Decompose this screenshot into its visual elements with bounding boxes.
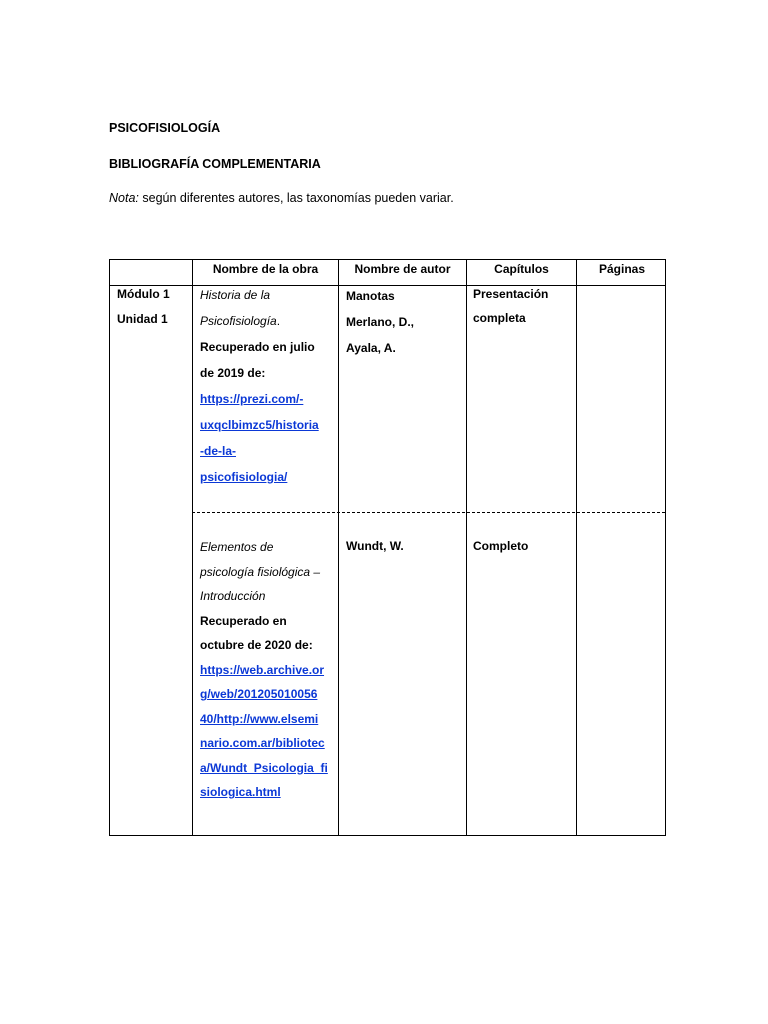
obra-url-line[interactable] <box>200 412 319 438</box>
row-divider <box>192 512 665 513</box>
autor-line: Wundt, W. <box>346 539 404 553</box>
document-title: PSICOFISIOLOGÍA <box>109 121 221 135</box>
note-label: Nota: <box>109 191 139 205</box>
obra-url-link[interactable]: nario.com.ar/bibliotec <box>200 736 325 750</box>
autor-line: Ayala, A. <box>346 341 396 355</box>
obra-url-line[interactable] <box>200 386 319 412</box>
capitulos-line: Presentación <box>473 287 549 301</box>
obra-url-link[interactable]: a/Wundt_Psicologia_fi <box>200 760 328 775</box>
obra-url-line[interactable] <box>200 438 319 464</box>
obra-url-link[interactable]: https://web.archive.or <box>200 662 325 677</box>
obra-url-link[interactable]: -de-la- <box>200 444 236 458</box>
obra-url-link[interactable]: https://prezi.com/- <box>200 392 304 406</box>
header-paginas: Páginas <box>598 262 646 276</box>
obra-url-line[interactable] <box>200 658 328 683</box>
header-autor: Nombre de autor <box>354 262 451 276</box>
autor-line: Manotas <box>346 289 395 303</box>
column-divider <box>192 260 193 835</box>
autor-line: Merlano, D., <box>346 315 415 329</box>
column-divider <box>576 260 577 835</box>
obra-cell <box>200 535 328 805</box>
obra-title-text: Psicofisiología <box>200 314 277 328</box>
obra-url-line[interactable] <box>200 731 328 756</box>
capitulos-cell <box>473 533 528 559</box>
obra-title-end: . <box>276 314 281 328</box>
obra-title-line: Historia de la <box>200 288 271 302</box>
capitulos-line: Completo <box>473 539 529 553</box>
obra-retrieved-line: Recuperado en <box>200 613 287 628</box>
module-label: Módulo 1 <box>117 287 170 301</box>
obra-url-line[interactable] <box>200 682 328 707</box>
obra-url-line[interactable] <box>200 756 328 781</box>
bibliography-table <box>109 259 666 836</box>
obra-retrieved-line: de 2019 de: <box>200 366 266 380</box>
module-cell <box>117 282 170 332</box>
obra-url-link[interactable]: uxqclbimzc5/historia <box>200 418 319 432</box>
document-note <box>109 191 454 205</box>
autor-cell <box>346 283 414 361</box>
obra-url-line[interactable] <box>200 780 328 805</box>
unit-label: Unidad 1 <box>117 312 168 326</box>
obra-retrieved-line: Recuperado en julio <box>200 340 315 354</box>
document-subtitle: BIBLIOGRAFÍA COMPLEMENTARIA <box>109 157 321 171</box>
obra-url-link[interactable]: siologica.html <box>200 785 281 799</box>
capitulos-line: completa <box>473 311 526 325</box>
obra-url-line[interactable] <box>200 464 319 490</box>
obra-url-link[interactable]: g/web/201205010056 <box>200 687 318 701</box>
obra-url-link[interactable]: psicofisiologia/ <box>200 470 288 484</box>
obra-url-line[interactable] <box>200 707 328 732</box>
obra-title-line: Elementos de <box>200 540 274 554</box>
autor-cell <box>346 533 404 559</box>
capitulos-cell <box>473 282 548 330</box>
obra-cell <box>200 282 319 490</box>
obra-url-link[interactable]: 40/http://www.elsemi <box>200 711 319 726</box>
obra-title-line: psicología fisiológica – <box>200 564 321 579</box>
obra-title-line <box>200 308 319 334</box>
obra-retrieved-line: octubre de 2020 de: <box>200 638 313 652</box>
header-capitulos: Capítulos <box>494 262 549 276</box>
column-divider <box>338 260 339 835</box>
obra-title-line: Introducción <box>200 589 266 603</box>
note-text: según diferentes autores, las taxonomías pueden variar. <box>138 191 454 205</box>
header-obra: Nombre de la obra <box>212 262 319 276</box>
column-divider <box>466 260 467 835</box>
